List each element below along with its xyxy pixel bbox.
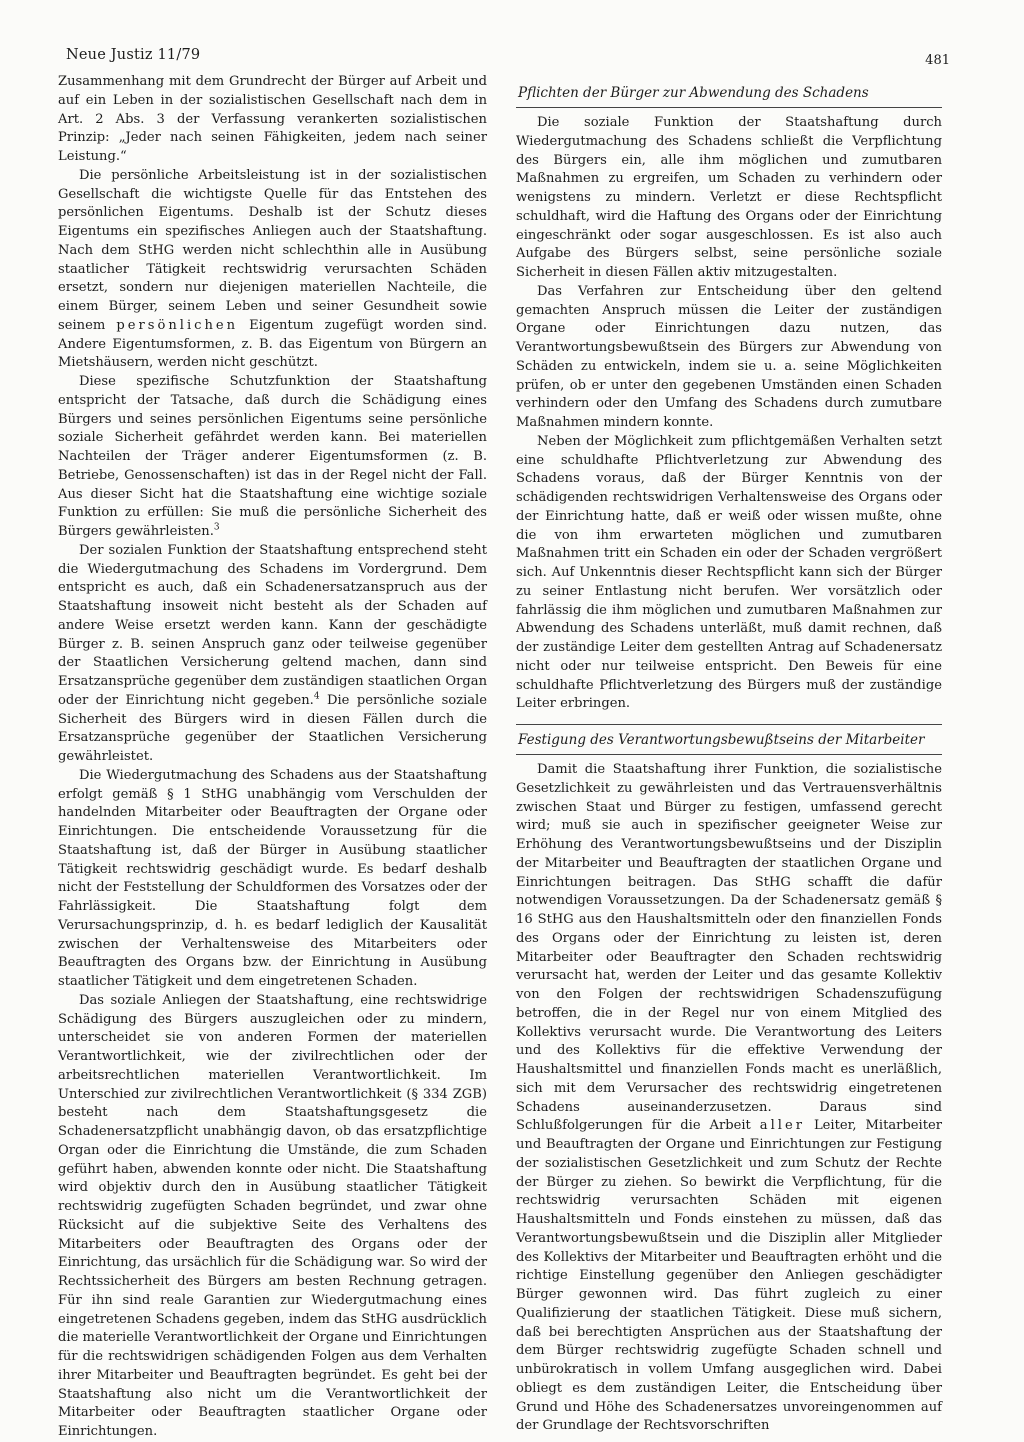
paragraph: Zusammenhang mit dem Grundrecht der Bürger auf Arbeit und auf ein Leben in der sozialistischen Gesellschaft nach dem in Art. 2 Abs. 3 der Verfassung verankerten sozialistischen Prinzip: „Jeder nach seinen Fähigkeiten, jedem nach seiner Leistung.“ xyxy=(58,74,487,164)
section-heading: Festigung des Verantwortungsbewußtseins der Mitarbeiter xyxy=(516,724,942,755)
left-column xyxy=(58,73,487,1442)
paragraph: Das Verfahren zur Entscheidung über den geltend gemachten Anspruch müssen die Leiter der zuständigen Organe oder Einrichtungen dazu nutzen, das Verantwortungsbewußtsein des Bürgers zur Abwendung von Schäden zu entwickeln, indem sie u. a. seine Möglichkeiten prüfen, ob er unter den gegebenen Umständen einen Schaden verhindern oder den Umfang des Schadens durch zumutbare Maßnahmen mindern konnte. xyxy=(516,283,942,430)
paragraph: Die soziale Funktion der Staatshaftung durch Wiedergutmachung des Schadens schließt die Verpflichtung des Bürgers ein, alle ihm möglichen und zumutbaren Maßnahmen zu ergreifen, um Schaden zu verhindern oder wenigstens zu mindern. Verletzt er diese Rechtspflicht schuldhaft, wird die Haftung des Organs oder der Einrichtung eingeschränkt oder sogar ausgeschlossen. Es ist also auch Aufgabe des Bürgers selbst, seine persönliche soziale Sicherheit in diesen Fällen aktiv mitzugestalten. xyxy=(516,115,942,280)
page-number: 481 xyxy=(925,53,950,68)
paragraph: Das soziale Anliegen der Staatshaftung, eine rechtswidrige Schädigung des Bürgers auszugleichen oder zu mindern, unterscheidet sie von anderen Formen der materiellen Verantwortlichkeit, wie der zivilrechtlichen oder der arbeitsrechtlichen materiellen Verantwortlichkeit. Im Unterschied zur zivilrechtlichen Verantwortlichkeit (§ 334 ZGB) besteht nach dem Staatshaftungsgesetz die Schadenersatzpflicht unabhängig davon, ob das ersatzpflichtige Organ oder die Einrichtung die Umstände, die zum Schaden geführt haben, abwenden konnte oder nicht. Die Staatshaftung wird objektiv durch den in Ausübung staatlicher Tätigkeit rechtswidrig zugefügten Schaden begründet, und zwar ohne Rücksicht auf die subjektive Seite des Verhaltens des Mitarbeiters oder Beauftragten des Organs oder der Einrichtung, das ursächlich für die Schädigung war. So wird der Rechtssicherheit des Bürgers am besten Rechnung getragen. Für ihn sind reale Garantien zur Wiedergutmachung eines eingetretenen Schadens gegeben, indem das StHG ausdrücklich die materielle Verantwortlichkeit der Organe und Einrichtungen für die rechtswidrigen schädigenden Folgen aus dem Verhalten ihrer Mitarbeiter und Beauftragten begründet. Es geht bei der Staatshaftung also nicht um die Verantwortlichkeit der Mitarbeiter oder Beauftragten staatlicher Organe oder Einrichtungen. xyxy=(58,992,487,1439)
footnote-marker: 4 xyxy=(313,691,320,702)
paragraph: Die Wiedergutmachung des Schadens aus der Staatshaftung erfolgt gemäß § 1 StHG unabhängig vom Verschulden der handelnden Mitarbeiter oder Beauftragten der Organe oder Einrichtungen. Die entscheidende Voraussetzung für die Staatshaftung ist, daß der Bürger in Ausübung staatlicher Tätigkeit rechtswidrig geschädigt wurde. Es bedarf deshalb nicht der Feststellung der Schuldformen des Vorsatzes oder der Fahrlässigkeit. Die Staatshaftung folgt dem Verursachungsprinzip, d. h. es bedarf lediglich der Kausalität zwischen der Verhaltensweise des Mitarbeiters oder Beauftragten des Organs bzw. der Einrichtung in Ausübung staatlicher Tätigkeit und dem eingetretenen Schaden. xyxy=(58,767,487,989)
page-header xyxy=(66,47,950,68)
journal-title: Neue Justiz 11/79 xyxy=(66,47,201,63)
paragraph: Die persönliche Arbeitsleistung ist in der sozialistischen Gesellschaft die wichtigste Quelle für das Entstehen des persönlichen Eigentums. Deshalb ist der Schutz dieses Eigentums ein spezifisches Anliegen auch der Staatshaftung. Nach dem StHG werden nicht schlechthin alle in Ausübung staatlicher Tätigkeit rechtswidrig verursachten Schäden ersetzt, sondern nur diejenigen materiellen Nachteile, die einem Bürger, seinem Leben und seiner Gesundheit sowie seinem persönlichen Eigentum zugefügt worden sind. Andere Eigentumsformen, z. B. das Eigentum von Bürgern an Mietshäusern, werden nicht geschützt. xyxy=(58,167,487,371)
footnote-marker: 3 xyxy=(213,522,220,533)
paragraph: Damit die Staatshaftung ihrer Funktion, die sozialistische Gesetzlichkeit zu gewährleisten und das Vertrauensverhältnis zwischen Staat und Bürger zu festigen, umfassend gerecht wird; muß sie auch in spezifischer geeigneter Weise zur Erhöhung des Verantwortungsbewußtseins und der Disziplin der Mitarbeiter und Beauftragten der staatlichen Organe und Einrichtungen beitragen. Das StHG schafft die dafür notwendigen Voraussetzungen. Da der Schadenersatz gemäß § 16 StHG aus den Haushaltsmitteln oder den finanziellen Fonds des Organs oder der Einrichtung zu leisten ist, deren Mitarbeiter oder Beauftragter den Schaden rechtswidrig verursacht hat, werden der Leiter und das gesamte Kollektiv von den Folgen der rechtswidrigen Schadenszufügung betroffen, die in der Regel nur von einem Mitglied des Kollektivs verursacht wurde. Die Verantwortung des Leiters und des Kollektivs für die effektive Verwendung der Haushaltsmittel und finanziellen Fonds macht es unerläßlich, sich mit dem Verursacher des rechtswidrig eingetretenen Schadens auseinanderzusetzen. Daraus sind Schlußfolgerungen für die Arbeit aller Leiter, Mitarbeiter und Beauftragten der Organe und Einrichtungen zur Festigung der sozialistischen Gesetzlichkeit und zum Schutz der Rechte der Bürger zu ziehen. So bewirkt die Verpflichtung, für die rechtswidrig verursachten Schäden mit eigenen Haushaltsmitteln und Fonds einstehen zu müssen, daß das Verantwortungsbewußtsein und die Disziplin aller Mitglieder des Kollektivs der Mitarbeiter und Beauftragten erhöht und die richtige Einstellung gegenüber den Anliegen geschädigter Bürger gewonnen wird. Das führt zugleich zu einer Qualifizierung der staatlichen Tätigkeit. Diese muß sichern, daß bei berechtigten Ansprüchen aus der Staatshaftung der dem Bürger rechtswidrig zugefügte Schaden schnell und unbürokratisch in vollem Umfang ausgeglichen wird. Dabei obliegt es dem zuständigen Leiter, die Entscheidung über Grund und Höhe des Schadenersatzes unvoreingenommen auf der Grundlage der Rechtsvorschriften xyxy=(516,762,943,1434)
paragraph: Der sozialen Funktion der Staatshaftung entsprechend steht die Wiedergutmachung des Schadens im Vordergrund. Dem entspricht es auch, daß ein Schadenersatzanspruch aus der Staatshaftung insoweit nicht besteht als der Schaden auf andere Weise ersetzt werden kann. Kann der geschädigte Bürger z. B. seinen Anspruch ganz oder teilweise gegenüber der Staatlichen Versicherung geltend machen, dann sind Ersatzansprüche gegenüber dem zuständigen staatlichen Organ oder der Einrichtung nicht gegeben.$^4$ Die persönliche soziale Sicherheit des Bürgers wird in diesen Fällen durch die Ersatzansprüche gegenüber der Staatlichen Versicherung gewährleistet. xyxy=(58,542,487,764)
right-column xyxy=(516,84,942,1436)
section-heading: Pflichten der Bürger zur Abwendung des Schadens xyxy=(516,84,942,108)
paragraph: Neben der Möglichkeit zum pflichtgemäßen Verhalten setzt eine schuldhafte Pflichtverletzung zur Abwendung des Schadens voraus, daß der Bürger Kenntnis von der schädigenden rechtswidrigen Verhaltensweise des Organs oder der Einrichtung hatte, daß er weiß oder wissen mußte, ohne die von ihm erwarteten möglichen und zumutbaren Maßnahmen tritt ein Schaden ein oder der Schaden vergrößert sich. Auf Unkenntnis dieser Rechtspflicht kann sich der Bürger zu seiner Entlastung nicht berufen. Wer vorsätzlich oder fahrlässig die ihm möglichen und zumutbaren Maßnahmen zur Abwendung des Schadens unterläßt, muß damit rechnen, daß der zuständige Leiter dem gestellten Antrag auf Schadenersatz nicht oder nur teilweise entspricht. Den Beweis für eine schuldhafte Pflichtverletzung des Bürgers muß der zuständige Leiter erbringen. xyxy=(516,433,942,712)
spaced-emphasis: persönlichen xyxy=(116,317,239,333)
spaced-emphasis: aller xyxy=(759,1118,805,1134)
paragraph: Diese spezifische Schutzfunktion der Staatshaftung entspricht der Tatsache, daß durch die Schädigung eines Bürgers und seines persönlichen Eigentums seine persönliche soziale Sicherheit gefährdet werden kann. Bei materiellen Nachteilen der Träger anderer Eigentumsformen (z. B. Betriebe, Genossenschaften) ist das in der Regel nicht der Fall. Aus dieser Sicht hat die Staatshaftung eine wichtige soziale Funktion zu erfüllen: Sie muß die persönliche Sicherheit des Bürgers gewährleisten.$^3$ xyxy=(58,374,487,539)
